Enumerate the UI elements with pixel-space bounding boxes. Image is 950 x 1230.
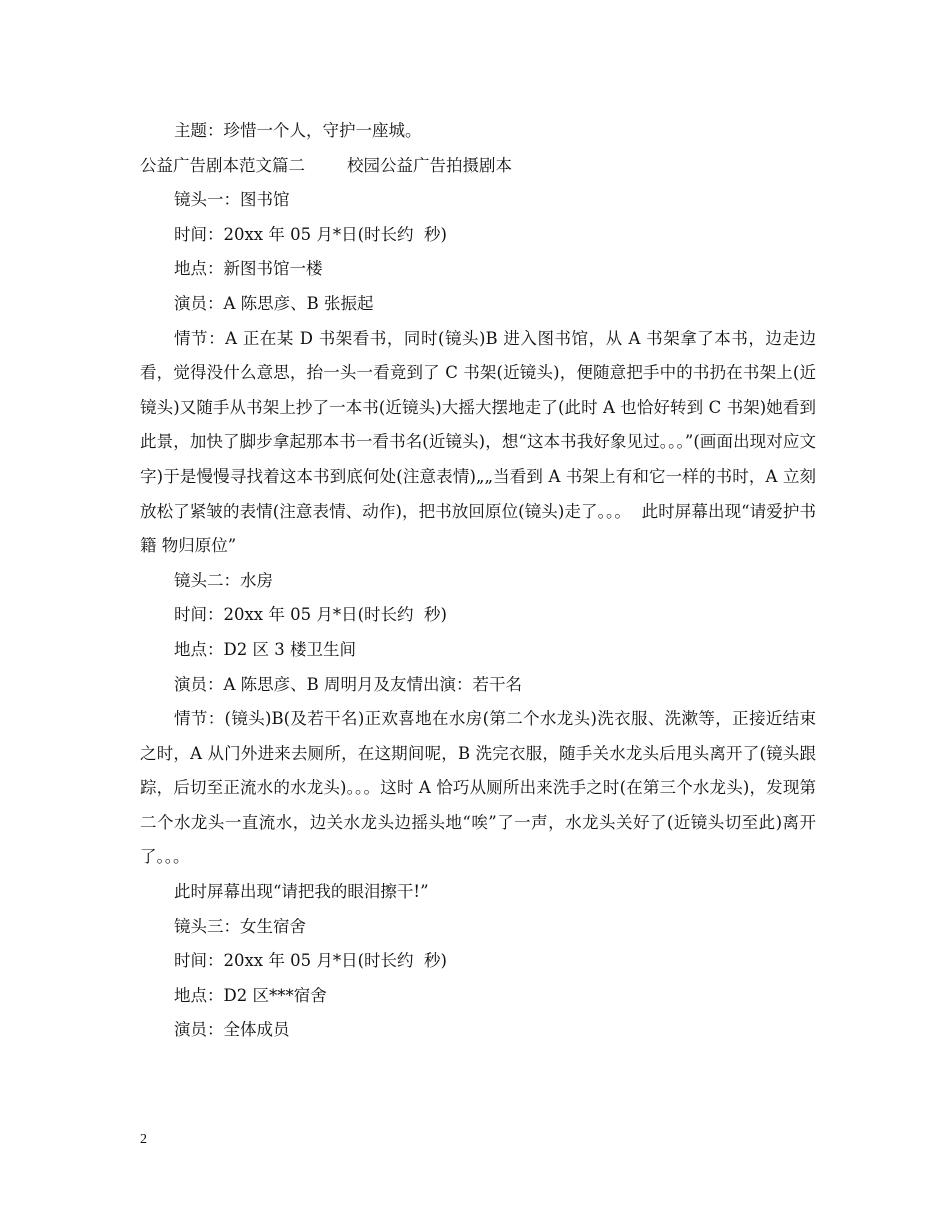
document-body <box>140 114 816 1048</box>
paragraph: 情节：A 正在某 D 书架看书，同时(镜头)B 进入图书馆，从 A 书架拿了本书，边走边看，觉得没什么意思，抬一头一看竟到了 C 书架(近镜头)，便随意把手中的书扔在书架上(近镜头)又随手从书架上抄了一本书(近镜头)大摇大摆地走了(此时 A 也恰好转到 C 书架)她看到此景，加快了脚步拿起那本书一看书名(近镜头)，想“这本书我好象见过。。。”(画面出现对应文字)于是慢慢寻找着这本书到底何处(注意表情)„„当看到 A 书架上有和它一样的书时，A 立刻放松了紧皱的表情(注意表情、动作)，把书放回原位(镜头)走了。。。 此时屏幕出现“请爱护书籍 物归原位” <box>140 328 816 556</box>
page-number: 2 <box>140 1132 147 1147</box>
paragraph: 地点：D2 区 3 楼卫生间 <box>174 639 356 659</box>
paragraph: 演员：全体成员 <box>174 1020 290 1040</box>
paragraph: 时间：20xx 年 05 月*日(时长约 秒) <box>174 951 447 971</box>
paragraph: 演员：A 陈思彦、B 张振起 <box>174 293 374 313</box>
paragraph: 主题：珍惜一个人，守护一座城。 <box>174 121 422 140</box>
paragraph: 公益广告剧本范文篇二 校园公益广告拍摄剧本 <box>140 155 512 175</box>
paragraph: 情节：(镜头)B(及若干名)正欢喜地在水房(第二个水龙头)洗衣服、洗漱等，正接近结束之时，A 从门外进来去厕所，在这期间呢，B 洗完衣服，随手关水龙头后甩头离开了(镜头跟踪，后切至正流水的水龙头)。。。这时 A 恰巧从厕所出来洗手之时(在第三个水龙头)，发现第二个水龙头一直流水，边关水龙头边摇头地“唉”了一声，水龙头关好了(近镜头切至此)离开了。。。 <box>140 709 816 867</box>
paragraph: 此时屏幕出现“请把我的眼泪擦干!” <box>174 882 429 902</box>
paragraph: 地点：D2 区***宿舍 <box>174 985 327 1005</box>
paragraph: 时间：20xx 年 05 月*日(时长约 秒) <box>174 605 447 625</box>
paragraph: 镜头三：女生宿舍 <box>174 916 306 936</box>
paragraph: 镜头二：水房 <box>174 570 273 590</box>
paragraph: 镜头一：图书馆 <box>174 190 290 210</box>
paragraph: 地点：新图书馆一楼 <box>174 259 323 279</box>
paragraph: 时间：20xx 年 05 月*日(时长约 秒) <box>174 224 447 244</box>
paragraph: 演员：A 陈思彦、B 周明月及友情出演：若干名 <box>174 674 523 694</box>
